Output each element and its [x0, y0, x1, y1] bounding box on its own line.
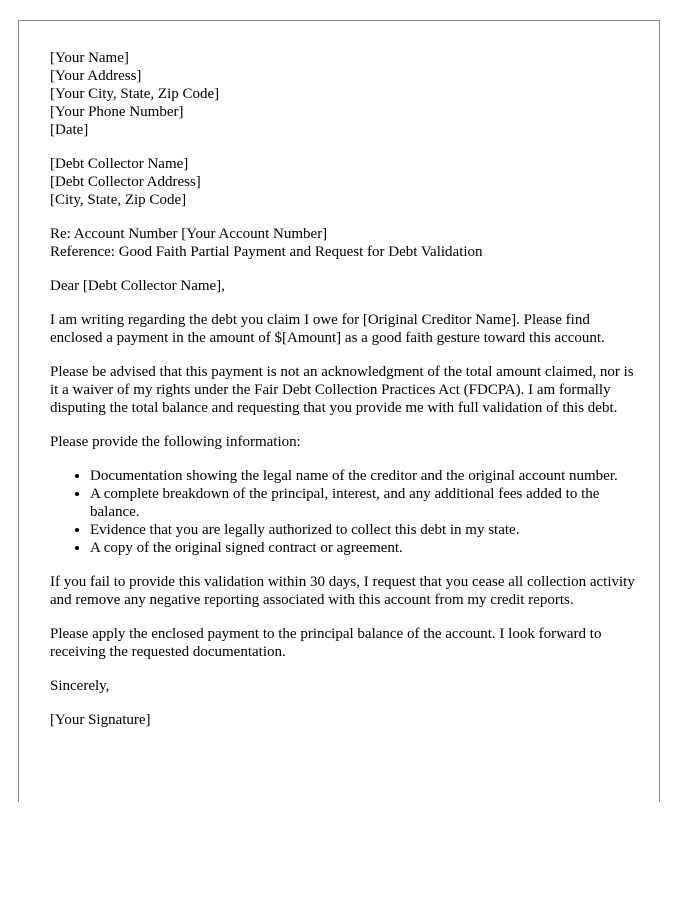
signature: [Your Signature]: [50, 712, 151, 728]
request-intro-paragraph: Please provide the following information:: [50, 434, 301, 450]
recipient-address: [Debt Collector Address]: [50, 174, 201, 190]
recipient-city-state-zip: [City, State, Zip Code]: [50, 192, 187, 208]
recipient-address-block: [50, 155, 640, 209]
list-item: • A complete breakdown of the principal, interest, and any additional fees added to the balance.: [90, 485, 640, 521]
intro-paragraph: I am writing regarding the debt you claim I owe for [Original Creditor Name]. Please find enclosed a payment in the amount of $[Amount] as a good faith gesture toward this account.: [50, 312, 605, 346]
sender-city-state-zip: [Your City, State, Zip Code]: [50, 86, 220, 102]
reference-line: Reference: Good Faith Partial Payment and Request for Debt Validation: [50, 244, 483, 260]
list-item: • A copy of the original signed contract or agreement.: [90, 539, 640, 557]
recipient-name: [Debt Collector Name]: [50, 156, 189, 172]
letter-content: [50, 49, 640, 729]
salutation: Dear [Debt Collector Name],: [50, 278, 225, 294]
sender-address: [Your Address]: [50, 68, 142, 84]
sender-name: [Your Name]: [50, 50, 129, 66]
re-line: Re: Account Number [Your Account Number]: [50, 226, 328, 242]
reference-block: [50, 225, 640, 261]
list-item: • Documentation showing the legal name of the creditor and the original account number.: [90, 467, 640, 485]
sender-address-block: [50, 49, 640, 139]
apply-payment-paragraph: Please apply the enclosed payment to the principal balance of the account. I look forward to receiving the requested documentation.: [50, 626, 602, 660]
requested-items-list: [50, 467, 640, 557]
letter-page: [18, 20, 660, 802]
closing: Sincerely,: [50, 678, 110, 694]
letter-date: [Date]: [50, 122, 89, 138]
advisory-paragraph: Please be advised that this payment is not an acknowledgment of the total amount claimed, nor is it a waiver of my rights under the Fair Debt Collection Practices Act (FDCPA). I am formally disputing the total balance and requesting that you provide me with full validation of this debt.: [50, 364, 634, 416]
failure-notice-paragraph: If you fail to provide this validation within 30 days, I request that you cease all collection activity and remove any negative reporting associated with this account from my credit reports.: [50, 574, 635, 608]
sender-phone: [Your Phone Number]: [50, 104, 184, 120]
list-item: • Evidence that you are legally authorized to collect this debt in my state.: [90, 521, 640, 539]
